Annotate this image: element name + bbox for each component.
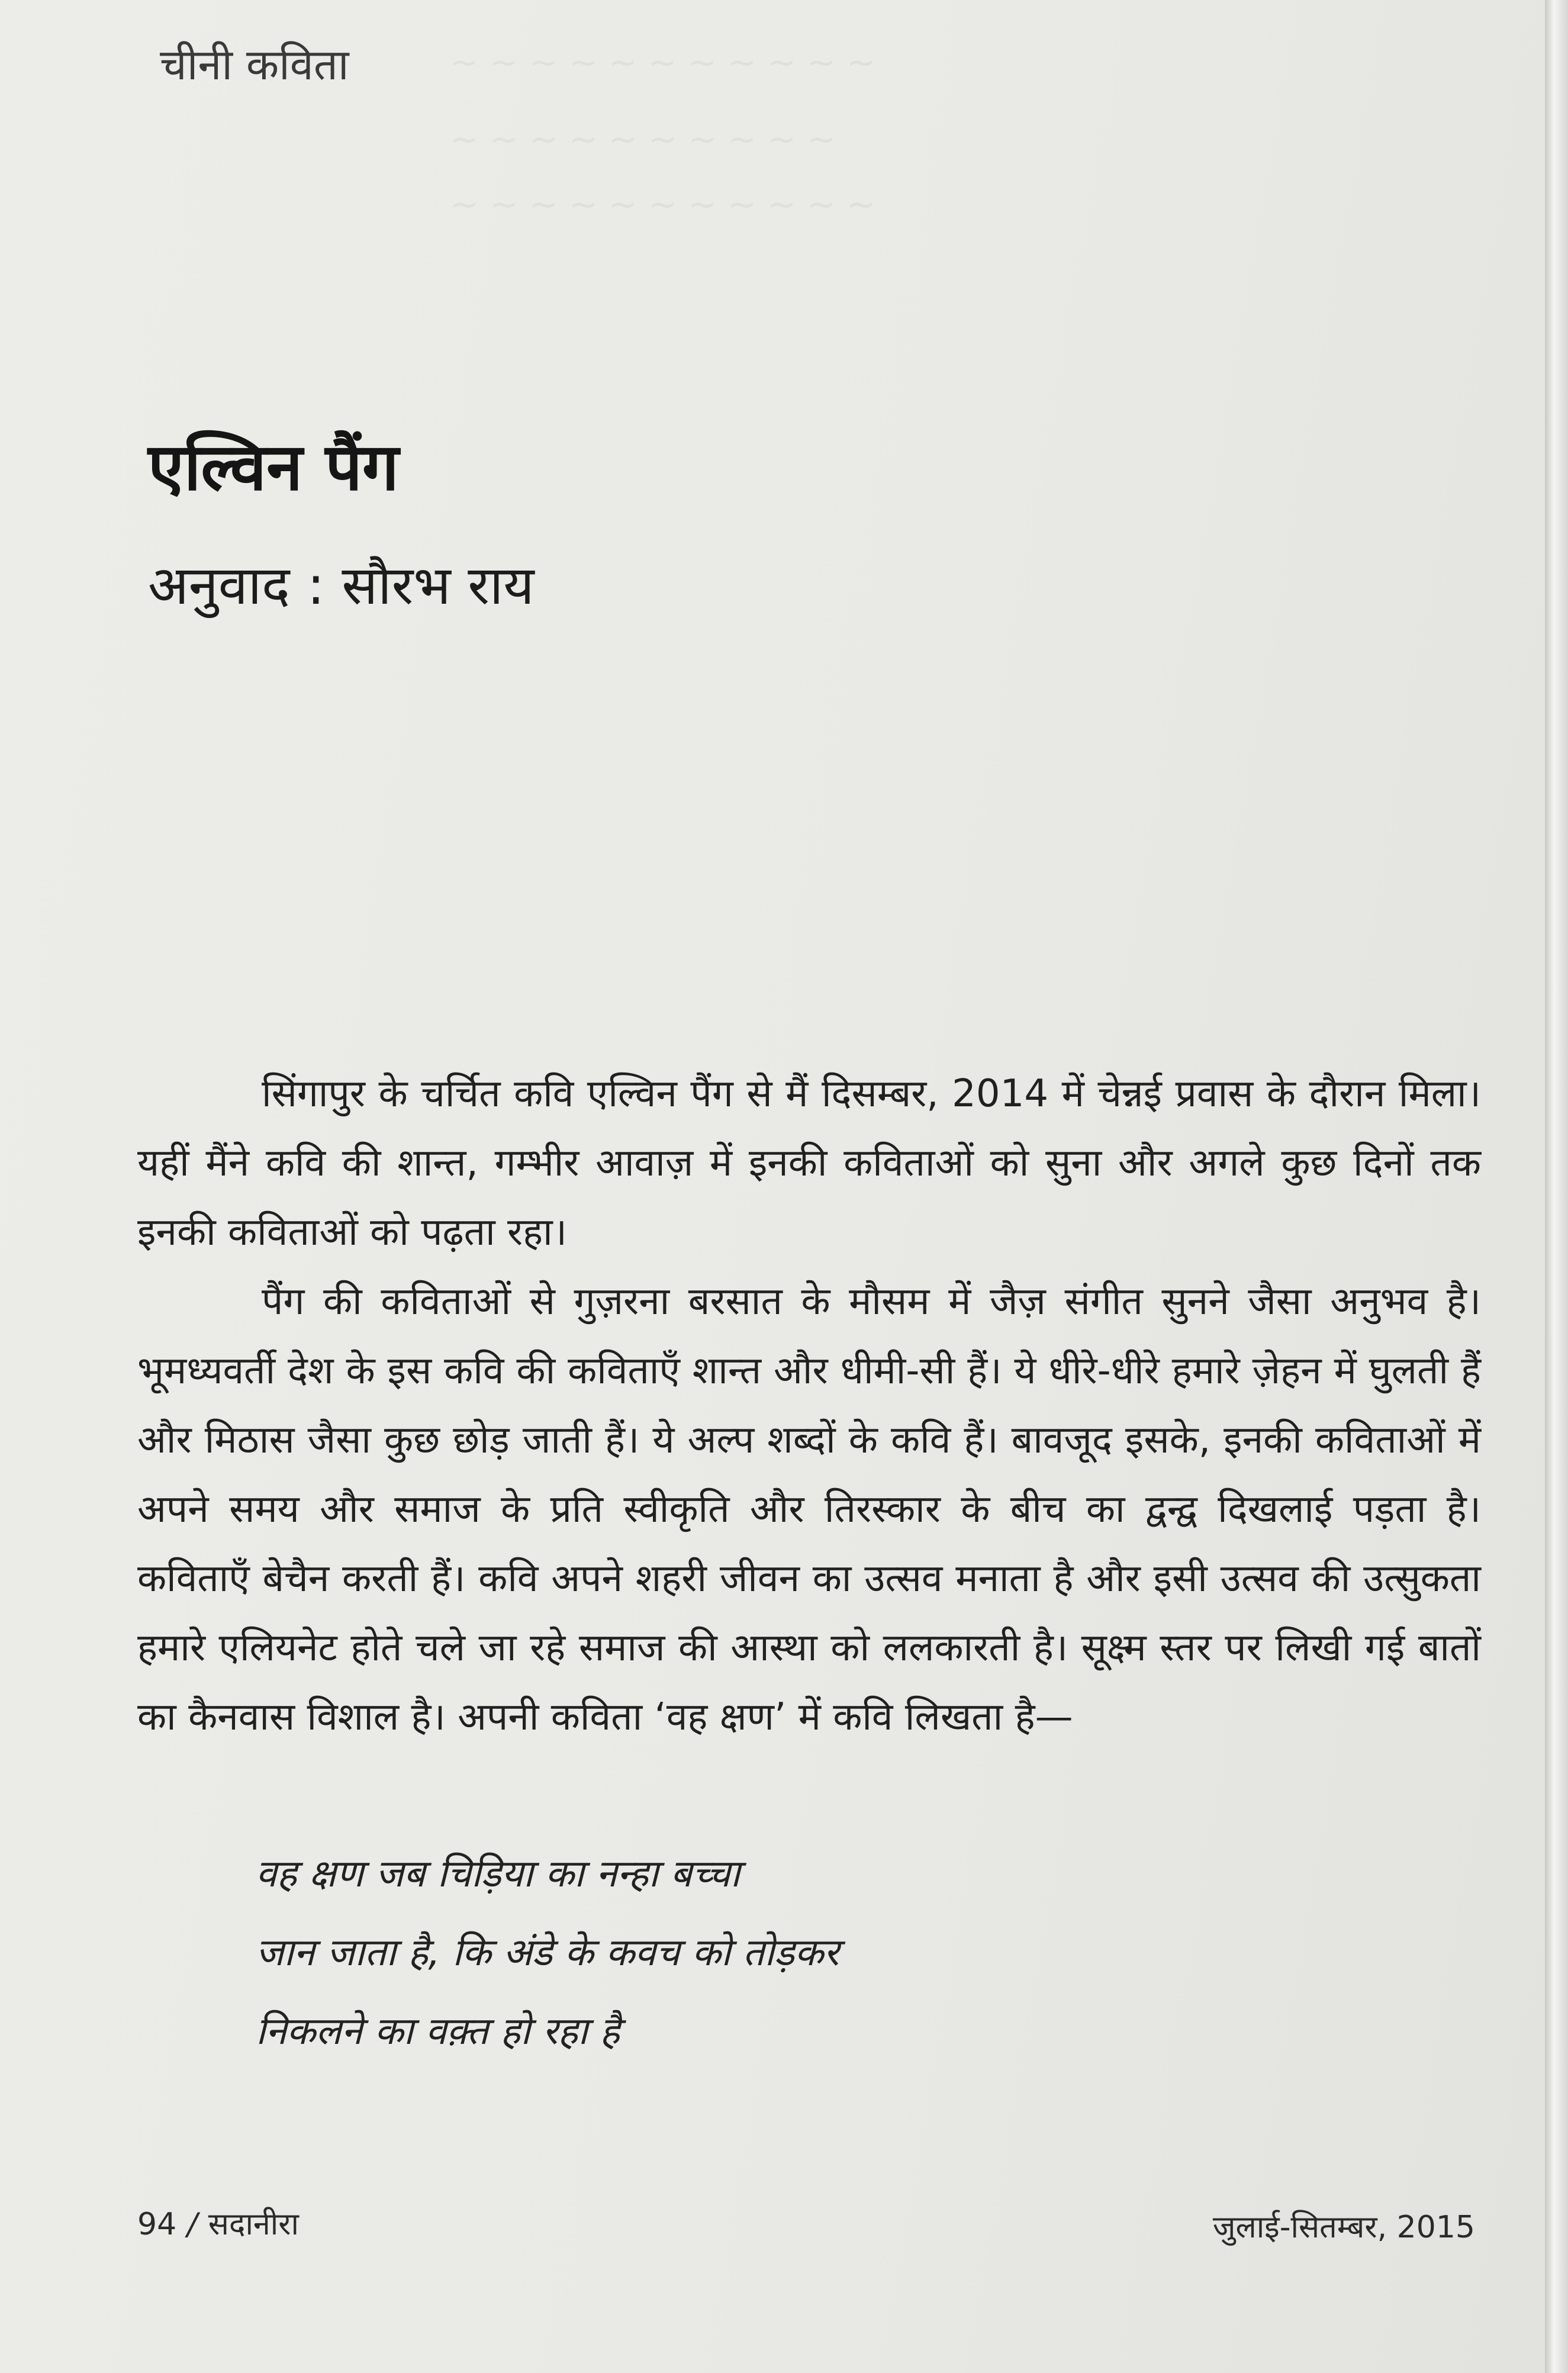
verse-line: जान जाता है, कि अंडे के कवच को तोड़कर	[256, 1931, 839, 1975]
translator-credit: अनुवाद : सौरभ राय	[148, 555, 535, 617]
show-through-text: ~ ~ ~ ~ ~ ~ ~ ~ ~ ~	[450, 119, 836, 159]
page-number: 94	[137, 2207, 177, 2242]
article-body	[137, 1060, 1481, 1752]
page-edge	[1545, 0, 1568, 2373]
magazine-name: सदानीरा	[208, 2207, 299, 2242]
quoted-verse	[256, 1835, 839, 2071]
issue-date: जुलाई-सितम्बर, 2015	[1212, 2210, 1475, 2245]
folio-separator: /	[187, 2207, 198, 2242]
show-through-text: ~ ~ ~ ~ ~ ~ ~ ~ ~ ~ ~	[450, 184, 875, 224]
paragraph-intro: सिंगापुर के चर्चित कवि एल्विन पैंग से मैं दिसम्बर, 2014 में चेन्नई प्रवास के दौरान मिला। यहीं मैंने कवि की शान्त, गम्भीर आवाज़ में इनकी कविताओं को सुना और अगले कुछ दिनों तक इनकी कविताओं को पढ़ता रहा।	[137, 1072, 1481, 1254]
show-through-text: ~ ~ ~ ~ ~ ~ ~ ~ ~ ~ ~	[450, 42, 875, 82]
footer-folio	[137, 2202, 299, 2244]
verse-line: वह क्षण जब चिड़िया का नन्हा बच्चा	[256, 1852, 740, 1896]
paragraph-main: पैंग की कविताओं से गुज़रना बरसात के मौसम में जैज़ संगीत सुनने जैसा अनुभव है। भूमध्यवर्ती देश के इस कवि की कविताएँ शान्त और धीमी-सी हैं। ये धीरे-धीरे हमारे ज़ेहन में घुलती हैं और मिठास जैसा कुछ छोड़ जाती हैं। ये अल्प शब्दों के कवि हैं। बावजूद इसके, इनकी कविताओं में अपने समय और समाज के प्रति स्वीकृति और तिरस्कार के बीच का द्वन्द्व दिखलाई पड़ता है। कविताएँ बेचैन करती हैं। कवि अपने शहरी जीवन का उत्सव मनाता है और इसी उत्सव की उत्सुकता हमारे एलियनेट होते चले जा रहे समाज की आस्था को ललकारती है। सूक्ष्म स्तर पर लिखी गई बातों का कैनवास विशाल है। अपनी कविता ‘वह क्षण’ में कवि लिखता है—	[137, 1280, 1481, 1739]
section-label: चीनी कविता	[160, 40, 349, 89]
poet-name-heading: एल्विन पैंग	[148, 429, 399, 505]
verse-line: निकलने का वक़्त हो रहा है	[256, 2010, 620, 2053]
